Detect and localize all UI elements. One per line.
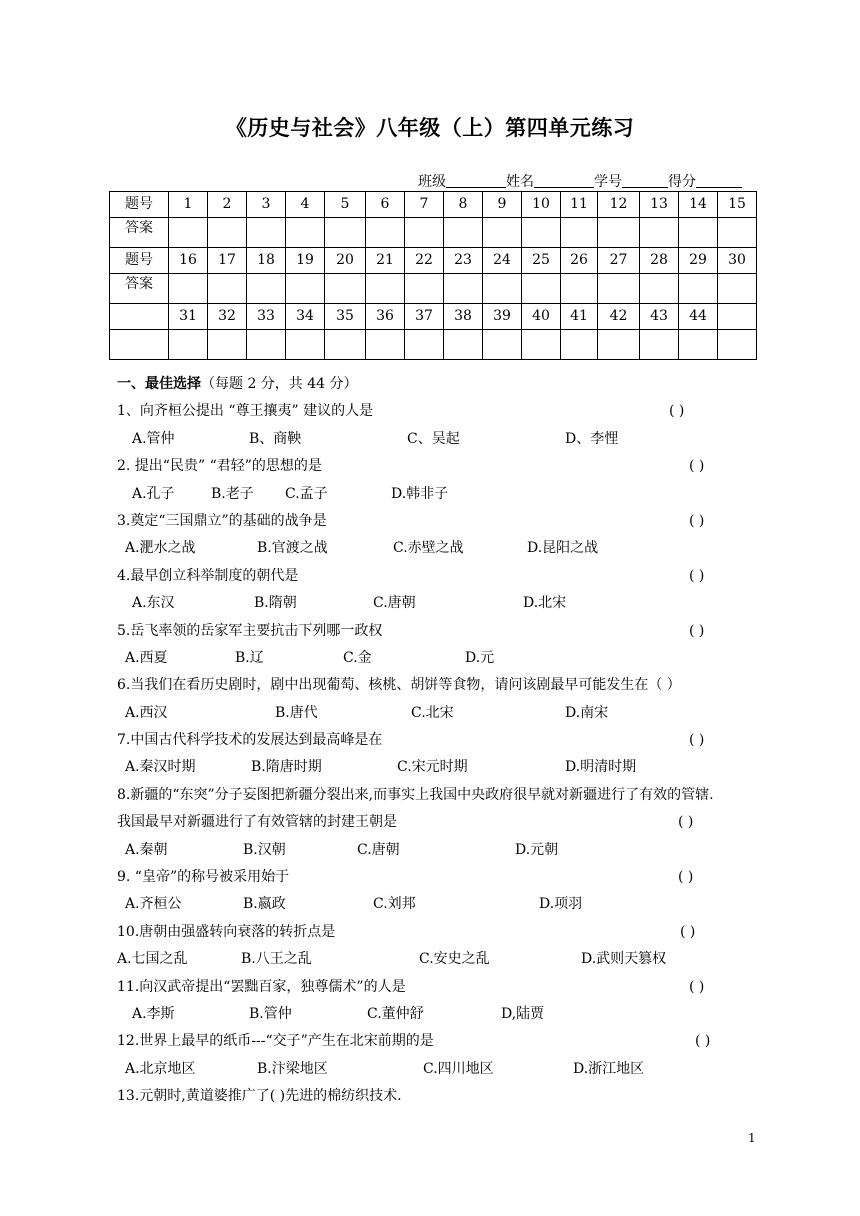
option-d: D.明清时期: [565, 759, 637, 776]
table-row-numbers-1: [110, 192, 757, 218]
question-label-cell: [110, 304, 169, 330]
answer-paren: ( ): [695, 1033, 711, 1050]
class-blank: [446, 173, 506, 188]
answer-cell: [522, 330, 561, 360]
answer-cell: [561, 330, 598, 360]
option-a: A.淝水之战: [125, 540, 196, 557]
answer-cell: [679, 330, 718, 360]
question-list: [117, 398, 757, 1110]
question-number-cell: 20: [325, 248, 366, 274]
option-a: A.秦朝: [125, 841, 168, 858]
answer-table: [109, 191, 757, 360]
option-d: D.元朝: [515, 841, 559, 858]
answer-cell: [247, 218, 286, 248]
question-number-cell: 23: [444, 248, 483, 274]
question-stem: [117, 782, 757, 809]
answer-label-cell: 答案: [110, 218, 169, 248]
question-number-cell: 2: [208, 192, 247, 218]
answer-cell: [286, 218, 325, 248]
answer-cell: [325, 274, 366, 304]
answer-paren: ( ): [689, 458, 705, 475]
score-label: 得分: [668, 174, 696, 190]
question-stem: [117, 618, 757, 645]
question-stem: [117, 1028, 757, 1055]
question-number-cell: 35: [325, 304, 366, 330]
answer-cell: [169, 218, 208, 248]
question-stem: [117, 974, 757, 1001]
question-number-cell: 36: [366, 304, 405, 330]
answer-cell: [286, 274, 325, 304]
table-row-numbers-3: [110, 304, 757, 330]
option-a: A.孔子: [132, 485, 175, 502]
answer-cell: [718, 218, 757, 248]
option-d: D、李悝: [565, 430, 619, 447]
question-number-cell: 22: [405, 248, 444, 274]
answer-cell: [286, 330, 325, 360]
answer-cell: [561, 218, 598, 248]
option-a: A.西汉: [125, 704, 168, 721]
question-number-cell: 19: [286, 248, 325, 274]
page-title: 《历史与社会》八年级（上）第四单元练习: [225, 116, 635, 140]
question-text: 2. 提出“民贵” “君轻”的思想的是: [117, 458, 322, 475]
option-d: D.南宋: [565, 704, 609, 721]
option-b: B、商鞅: [249, 430, 302, 447]
question-text: 10.唐朝由强盛转向衰落的转折点是: [117, 923, 336, 940]
question-stem: [117, 919, 757, 946]
answer-cell: [640, 218, 679, 248]
option-c: C.董仲舒: [367, 1005, 424, 1022]
answer-cell: [366, 330, 405, 360]
question-number-cell: 29: [679, 248, 718, 274]
question-number-cell: 39: [483, 304, 522, 330]
question-number-cell: 26: [561, 248, 598, 274]
question-number-cell: 15: [718, 192, 757, 218]
question-number-cell: 17: [208, 248, 247, 274]
answer-cell: [444, 218, 483, 248]
answer-cell: [366, 274, 405, 304]
question-number-cell: 4: [286, 192, 325, 218]
answer-cell: [679, 218, 718, 248]
option-c: C.赤壁之战: [393, 540, 464, 557]
answer-cell: [208, 330, 247, 360]
answer-cell: [169, 274, 208, 304]
answer-paren: ( ): [689, 567, 705, 584]
answer-cell: [444, 274, 483, 304]
answer-paren: ( ): [680, 923, 696, 940]
question-stem: [117, 1083, 757, 1110]
question-stem: [117, 727, 757, 754]
class-label: 班级: [418, 174, 446, 190]
option-b: B.管仲: [249, 1005, 292, 1022]
question-number-cell: 6: [366, 192, 405, 218]
question-options: [117, 754, 757, 781]
question-number-cell: 13: [640, 192, 679, 218]
option-a: A.北京地区: [125, 1060, 196, 1077]
name-blank: [534, 173, 594, 188]
option-c: C.安史之乱: [419, 951, 490, 968]
section-note: （每题 2 分，共 44 分）: [201, 376, 358, 392]
question-stem: [117, 864, 757, 891]
table-row-answers-1: [110, 218, 757, 248]
question-options: [117, 645, 757, 672]
question-number-cell: 25: [522, 248, 561, 274]
option-a: A.李斯: [132, 1005, 175, 1022]
student-info-line: [418, 171, 742, 191]
table-row-answers-2: [110, 274, 757, 304]
answer-cell: [366, 218, 405, 248]
answer-cell: [598, 218, 640, 248]
question-stem: [117, 398, 757, 425]
question-number-cell: 16: [169, 248, 208, 274]
option-d: D.韩非子: [391, 485, 449, 502]
question-options: [117, 1056, 757, 1083]
option-b: B.汴梁地区: [257, 1060, 328, 1077]
question-stem: [117, 508, 757, 535]
question-number-cell: 42: [598, 304, 640, 330]
answer-cell: [598, 330, 640, 360]
question-stem: [117, 672, 757, 699]
question-number-cell: 8: [444, 192, 483, 218]
option-d: D.浙江地区: [573, 1060, 645, 1077]
answer-cell: [640, 274, 679, 304]
option-c: C、吴起: [407, 430, 460, 447]
option-a: A.东汉: [132, 595, 175, 612]
question-label-cell: 题号: [110, 248, 169, 274]
answer-cell: [483, 274, 522, 304]
option-d: D.昆阳之战: [527, 540, 599, 557]
question-stem-continued: [117, 809, 757, 836]
answer-paren: ( ): [669, 403, 685, 420]
question-options: [117, 700, 757, 727]
question-text: 3.奠定“三国鼎立”的基础的战争是: [117, 512, 327, 529]
answer-cell: [247, 330, 286, 360]
question-text: 7.中国古代科学技术的发展达到最高峰是在: [117, 732, 383, 749]
answer-cell: [208, 274, 247, 304]
option-c: C.四川地区: [423, 1060, 494, 1077]
answer-cell: [718, 330, 757, 360]
question-number-cell: 37: [405, 304, 444, 330]
option-b: B.官渡之战: [257, 540, 328, 557]
question-section: [117, 371, 757, 1111]
answer-cell: [679, 274, 718, 304]
answer-paren: ( ): [689, 512, 705, 529]
id-label: 学号: [594, 174, 622, 190]
question-number-cell: 12: [598, 192, 640, 218]
section-title: 一、最佳选择: [117, 376, 201, 392]
answer-cell: [247, 274, 286, 304]
answer-paren: ( ): [678, 869, 694, 886]
answer-cell: [483, 218, 522, 248]
answer-paren: ( ): [689, 732, 705, 749]
question-number-cell: 24: [483, 248, 522, 274]
option-c: C.宋元时期: [397, 759, 468, 776]
question-number-cell: 44: [679, 304, 718, 330]
option-b: B.八王之乱: [241, 951, 312, 968]
page-number: 1: [748, 1131, 756, 1145]
question-options: [117, 946, 757, 973]
option-c: C.唐朝: [357, 841, 400, 858]
question-options: [117, 481, 757, 508]
answer-label-cell: [110, 330, 169, 360]
question-number-cell: 27: [598, 248, 640, 274]
question-number-cell: 9: [483, 192, 522, 218]
question-text: 5.岳飞率领的岳家军主要抗击下列哪一政权: [117, 622, 383, 639]
question-number-cell: 21: [366, 248, 405, 274]
answer-cell: [405, 330, 444, 360]
question-number-cell: 14: [679, 192, 718, 218]
question-text: 6.当我们在看历史剧时，剧中出现葡萄、核桃、胡饼等食物，请问该剧最早可能发生在（ ）: [117, 677, 681, 694]
question-text: 1、向齐桓公提出 “尊王攘夷” 建议的人是: [117, 403, 374, 420]
question-text: 9. “皇帝”的称号被采用始于: [117, 869, 290, 886]
answer-cell: [640, 330, 679, 360]
option-d: D.项羽: [539, 896, 583, 913]
question-options: [117, 426, 757, 453]
question-options: [117, 1001, 757, 1028]
question-number-cell: 34: [286, 304, 325, 330]
answer-cell: [325, 330, 366, 360]
score-blank: [696, 173, 742, 188]
option-b: B.嬴政: [243, 896, 286, 913]
question-number-cell: 40: [522, 304, 561, 330]
option-c: C.唐朝: [373, 595, 416, 612]
option-b: B.辽: [235, 649, 264, 666]
question-text: 13.元朝时,黄道婆推广了( )先进的棉纺织技术.: [117, 1088, 402, 1105]
question-number-cell: 18: [247, 248, 286, 274]
answer-cell: [405, 218, 444, 248]
answer-cell: [522, 218, 561, 248]
question-text: 11.向汉武帝提出“罢黜百家，独尊儒术”的人是: [117, 978, 406, 995]
question-number-cell: 30: [718, 248, 757, 274]
option-c: C.孟子: [285, 485, 328, 502]
id-blank: [622, 173, 668, 188]
question-number-cell: 11: [561, 192, 598, 218]
option-d: D.北宋: [523, 595, 567, 612]
answer-cell: [325, 218, 366, 248]
option-b: B.隋朝: [254, 595, 297, 612]
answer-cell: [522, 274, 561, 304]
option-a: A.管仲: [132, 430, 175, 447]
option-a: A.西夏: [125, 649, 168, 666]
question-label-cell: 题号: [110, 192, 169, 218]
option-d: D.武则天篡权: [581, 951, 667, 968]
name-label: 姓名: [506, 174, 534, 190]
answer-cell: [169, 330, 208, 360]
question-stem: [117, 453, 757, 480]
question-number-cell: 28: [640, 248, 679, 274]
question-number-cell: 7: [405, 192, 444, 218]
table-row-answers-3: [110, 330, 757, 360]
answer-paren: ( ): [689, 978, 705, 995]
option-b: B.隋唐时期: [251, 759, 322, 776]
option-b: B.汉朝: [243, 841, 286, 858]
question-text: 12.世界上最早的纸币---“交子”产生在北宋前期的是: [117, 1033, 434, 1050]
option-a: A.齐桓公: [125, 896, 182, 913]
question-options: [117, 891, 757, 918]
answer-cell: [208, 218, 247, 248]
option-c: C.北宋: [411, 704, 454, 721]
option-a: A.七国之乱: [117, 951, 188, 968]
answer-cell: [444, 330, 483, 360]
question-number-cell: 10: [522, 192, 561, 218]
answer-cell: [483, 330, 522, 360]
question-text: 我国最早对新疆进行了有效管辖的封建王朝是: [117, 814, 397, 831]
option-b: B.老子: [211, 485, 254, 502]
option-c: C.金: [343, 649, 372, 666]
question-number-cell: [718, 304, 757, 330]
question-number-cell: 41: [561, 304, 598, 330]
option-b: B.唐代: [275, 704, 318, 721]
option-a: A.秦汉时期: [125, 759, 196, 776]
question-number-cell: 3: [247, 192, 286, 218]
option-d: D,陆贾: [501, 1005, 545, 1022]
section-heading: [117, 371, 757, 398]
table-row-numbers-2: [110, 248, 757, 274]
option-c: C.刘邦: [373, 896, 416, 913]
question-number-cell: 43: [640, 304, 679, 330]
answer-cell: [718, 274, 757, 304]
answer-label-cell: 答案: [110, 274, 169, 304]
answer-paren: ( ): [689, 622, 705, 639]
question-text: 8.新疆的“东突”分子妄图把新疆分裂出来,而事实上我国中央政府很早就对新疆进行了有效的管辖.: [117, 786, 714, 803]
question-options: [117, 535, 757, 562]
question-text: 4.最早创立科举制度的朝代是: [117, 567, 299, 584]
question-stem: [117, 563, 757, 590]
question-number-cell: 1: [169, 192, 208, 218]
question-number-cell: 31: [169, 304, 208, 330]
question-number-cell: 32: [208, 304, 247, 330]
answer-paren: ( ): [678, 814, 694, 831]
answer-cell: [561, 274, 598, 304]
question-options: [117, 837, 757, 864]
answer-cell: [598, 274, 640, 304]
question-number-cell: 5: [325, 192, 366, 218]
question-number-cell: 33: [247, 304, 286, 330]
answer-cell: [405, 274, 444, 304]
option-d: D.元: [465, 649, 495, 666]
question-options: [117, 590, 757, 617]
question-number-cell: 38: [444, 304, 483, 330]
